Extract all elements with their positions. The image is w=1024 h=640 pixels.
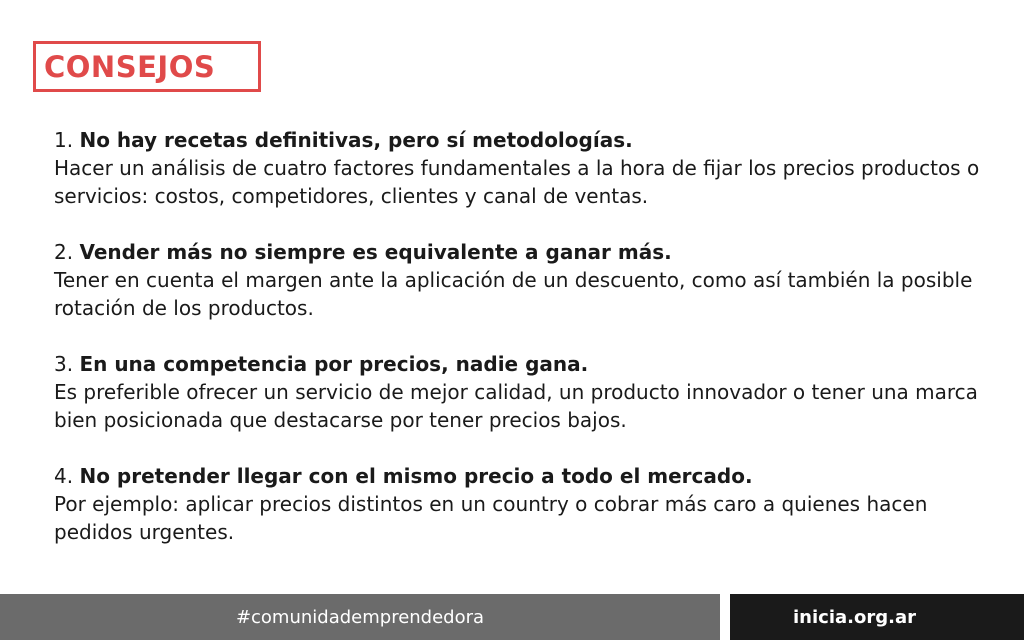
tip-heading (54, 350, 984, 378)
tip-body: Hacer un análisis de cuatro factores fundamentales a la hora de fijar los precios productos o servicios: costos, competidores, clientes y canal de ventas. (54, 156, 980, 208)
footer-divider (720, 594, 730, 640)
tip-title: No pretender llegar con el mismo precio a todo el mercado. (79, 464, 753, 488)
tip-body: Es preferible ofrecer un servicio de mejor calidad, un producto innovador o tener una marca bien posicionada que destacarse por tener precios bajos. (54, 380, 978, 432)
tip-number: 4. (54, 464, 74, 488)
tips-list (54, 126, 984, 546)
tip-body: Por ejemplo: aplicar precios distintos en un country o cobrar más caro a quienes hacen pedidos urgentes. (54, 492, 928, 544)
tip-title: No hay recetas definitivas, pero sí metodologías. (79, 128, 633, 152)
tip-heading (54, 462, 984, 490)
tip-heading (54, 126, 984, 154)
footer-hashtag-bar (0, 594, 720, 640)
tip-body: Tener en cuenta el margen ante la aplicación de un descuento, como así también la posible rotación de los productos. (54, 268, 973, 320)
tip-item (54, 462, 984, 546)
website-text: inicia.org.ar (793, 606, 916, 628)
footer-website-bar (730, 594, 1024, 640)
title-box (33, 41, 261, 92)
footer (0, 594, 1024, 640)
tip-title: Vender más no siempre es equivalente a ganar más. (79, 240, 672, 264)
tip-heading (54, 238, 984, 266)
tip-number: 3. (54, 352, 74, 376)
hashtag-text: #comunidademprendedora (235, 606, 485, 628)
page-title: CONSEJOS (44, 49, 216, 84)
tip-title: En una competencia por precios, nadie gana. (79, 352, 589, 376)
tip-number: 1. (54, 128, 74, 152)
tip-number: 2. (54, 240, 74, 264)
tip-item (54, 350, 984, 434)
tip-item (54, 126, 984, 210)
tip-item (54, 238, 984, 322)
